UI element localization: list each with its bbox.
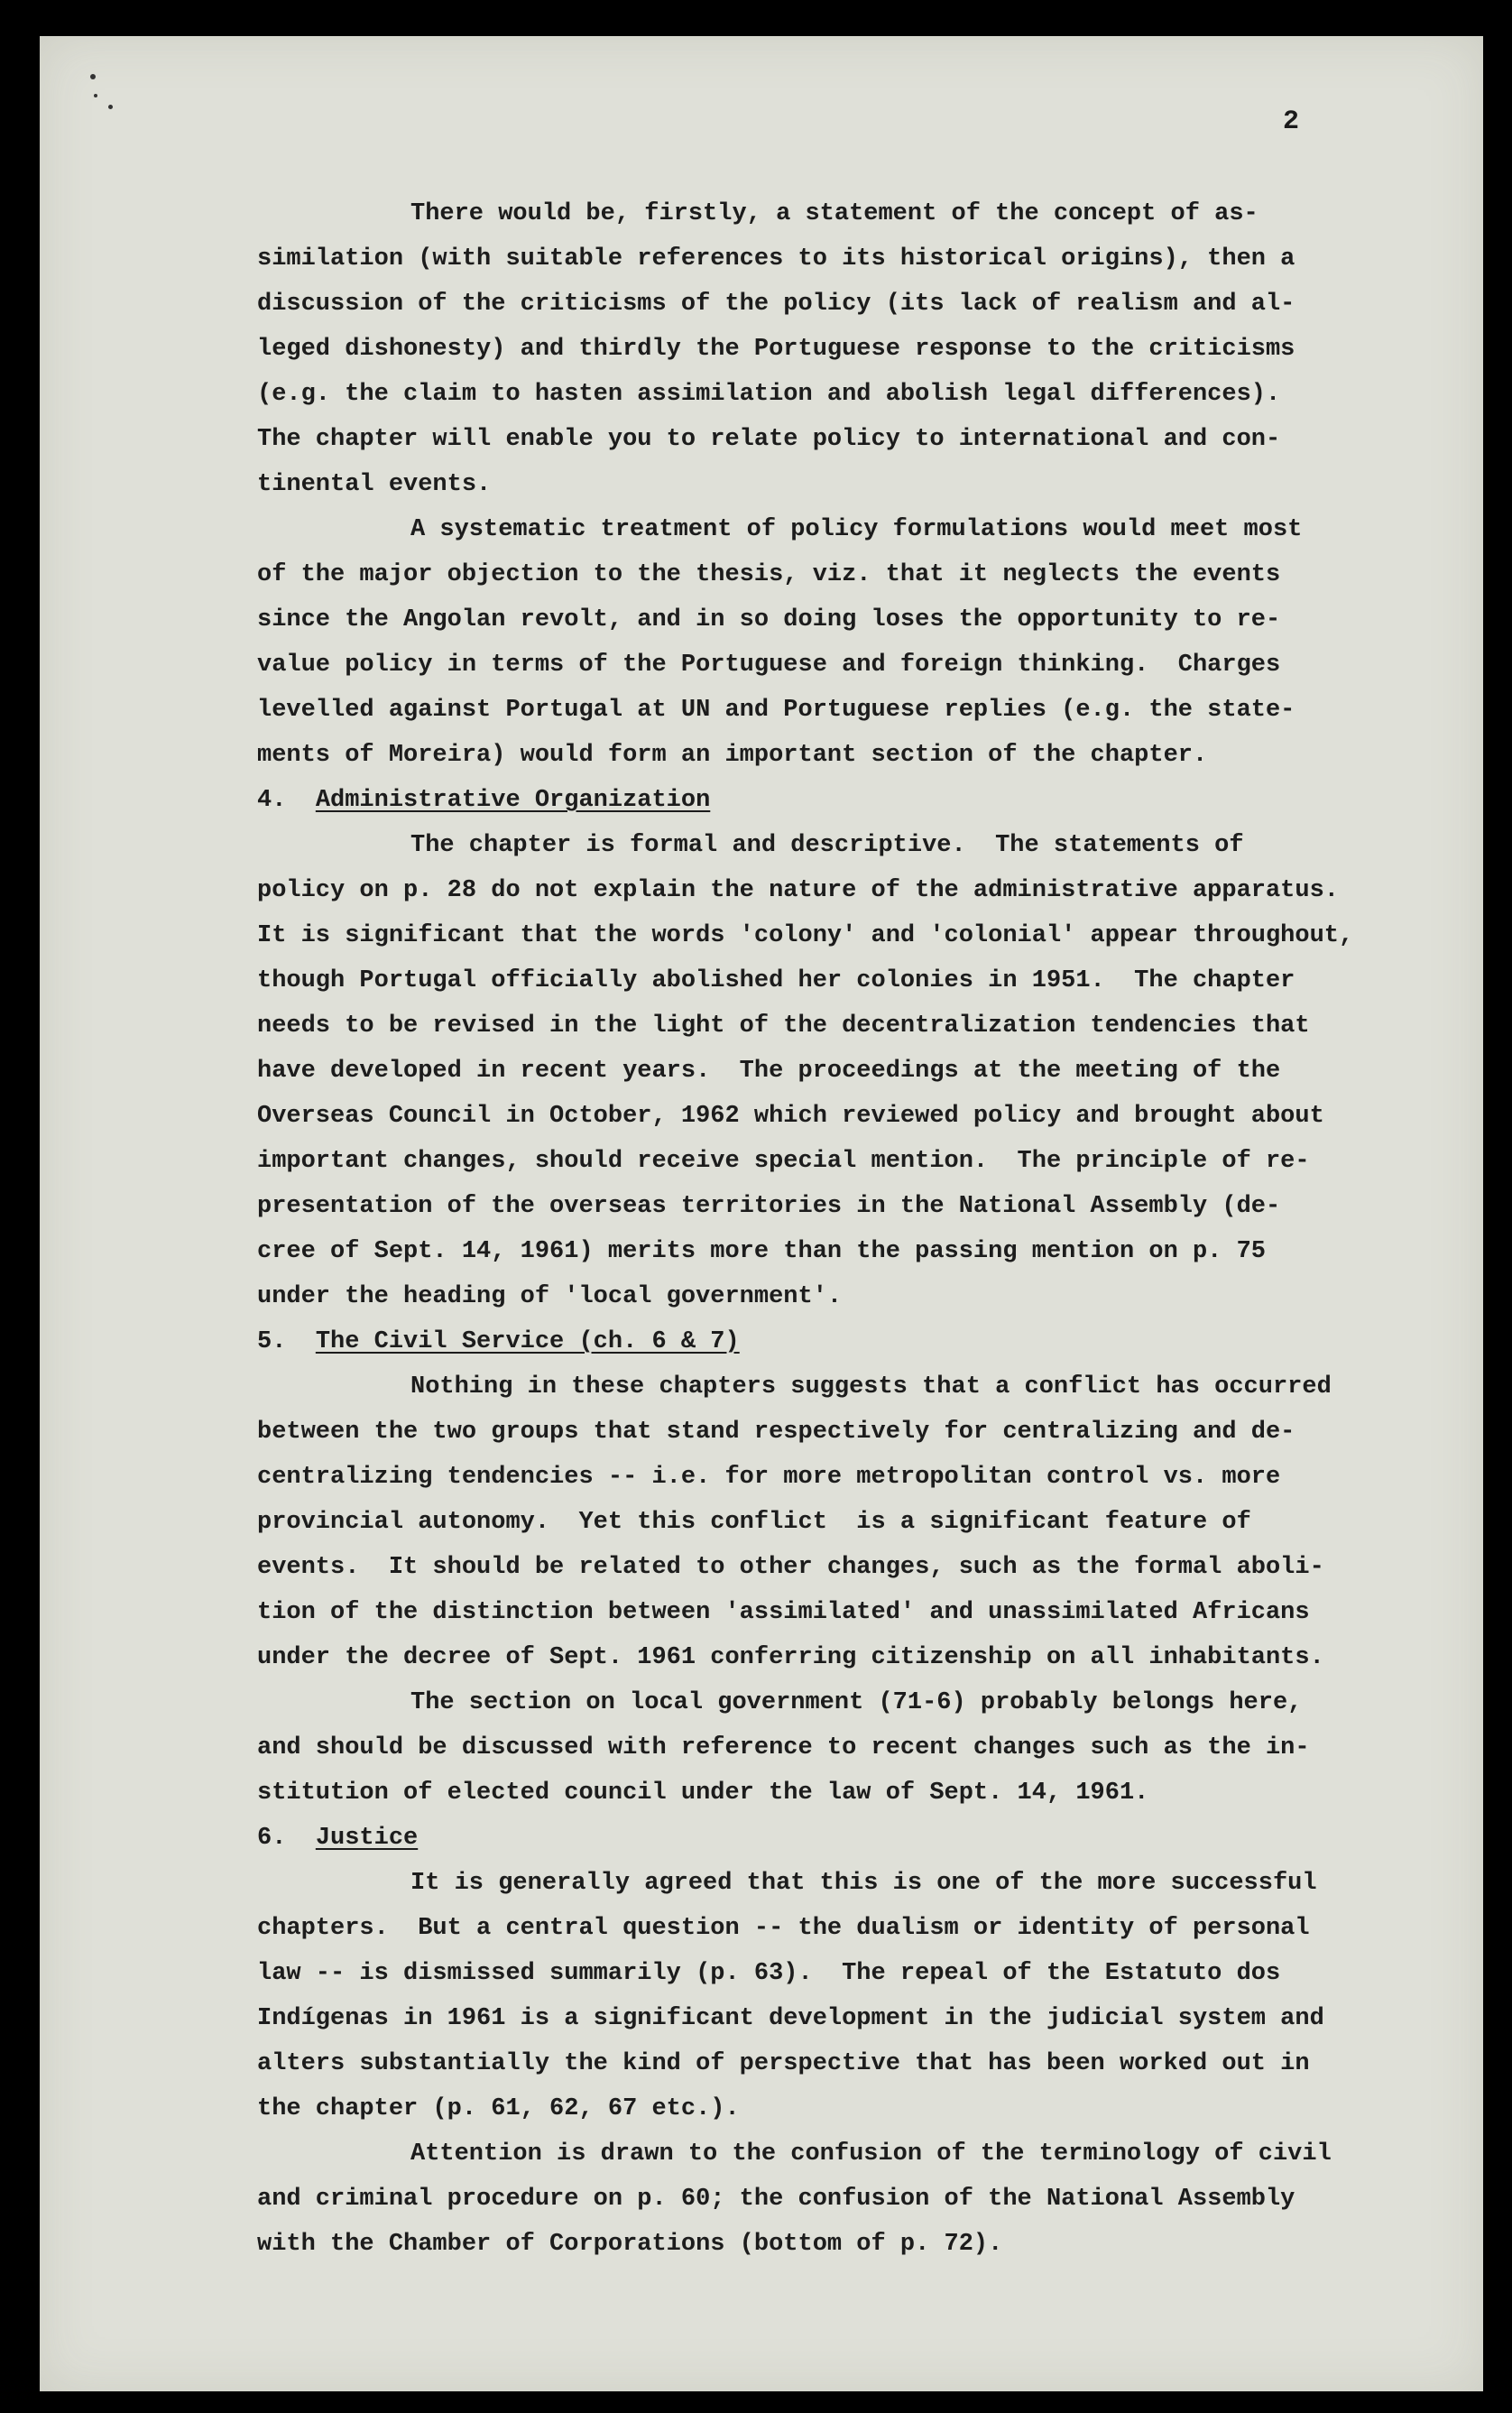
text-line: The chapter is formal and descriptive. The statements of [410,832,1244,859]
text-line: tion of the distinction between 'assimilated' and unassimilated Africans [257,1599,1310,1626]
text-line: provincial autonomy. Yet this conflict is a significant feature of [257,1509,1251,1536]
text-line: of the major objection to the thesis, viz. that it neglects the events [257,561,1281,588]
text-line: and should be discussed with reference to recent changes such as the in- [257,1734,1310,1761]
text-line: leged dishonesty) and thirdly the Portuguese response to the criticisms [257,336,1295,363]
text-line: policy on p. 28 do not explain the nature of the administrative apparatus. [257,877,1339,904]
text-line: Nothing in these chapters suggests that a conflict has occurred [410,1373,1332,1401]
text-line: cree of Sept. 14, 1961) merits more than the passing mention on p. 75 [257,1238,1266,1265]
section-number: 4. [257,787,287,814]
section-title: The Civil Service (ch. 6 & 7) [315,1328,740,1355]
section-heading [257,1319,1376,1364]
paragraph [257,1861,1376,2131]
section-title: Justice [315,1825,419,1852]
text-line: The section on local government (71-6) probably belongs here, [410,1689,1303,1716]
text-line: It is significant that the words 'colony' and 'colonial' appear throughout, [257,922,1354,949]
section-heading [257,1816,1376,1861]
text-line: ments of Moreira) would form an important section of the chapter. [257,742,1208,769]
text-line: between the two groups that stand respectively for centralizing and de- [257,1419,1295,1446]
ink-speck [108,105,113,109]
text-line: presentation of the overseas territories in the National Assembly (de- [257,1193,1281,1220]
text-line: with the Chamber of Corporations (bottom of p. 72). [257,2231,1003,2258]
section-number: 6. [257,1825,287,1852]
text-line: law -- is dismissed summarily (p. 63). The repeal of the Estatuto dos [257,1960,1281,1987]
text-line: centralizing tendencies -- i.e. for more metropolitan control vs. more [257,1464,1281,1491]
text-line: discussion of the criticisms of the policy (its lack of realism and al- [257,291,1295,318]
text-line: since the Angolan revolt, and in so doing loses the opportunity to re- [257,606,1281,633]
text-line: stitution of elected council under the law of Sept. 14, 1961. [257,1780,1149,1807]
ink-speck [94,94,97,97]
text-line: There would be, firstly, a statement of the concept of as- [410,200,1258,227]
ink-speck [90,74,96,79]
paragraph [257,507,1376,778]
paragraph [257,191,1376,507]
document-body [257,191,1376,2267]
section-title: Administrative Organization [315,787,711,814]
section-heading [257,778,1376,823]
paragraph [257,1364,1376,1680]
text-line: Overseas Council in October, 1962 which reviewed policy and brought about [257,1103,1324,1130]
text-line: important changes, should receive special mention. The principle of re- [257,1148,1310,1175]
paragraph [257,823,1376,1319]
text-line: Indígenas in 1961 is a significant development in the judicial system and [257,2005,1324,2032]
text-line: It is generally agreed that this is one of the more successful [410,1870,1317,1897]
text-line: levelled against Portugal at UN and Portuguese replies (e.g. the state- [257,697,1295,724]
text-line: the chapter (p. 61, 62, 67 etc.). [257,2095,740,2122]
text-line: have developed in recent years. The proceedings at the meeting of the [257,1058,1281,1085]
text-line: and criminal procedure on p. 60; the confusion of the National Assembly [257,2186,1295,2213]
page-number: 2 [1283,106,1300,137]
text-line: under the heading of 'local government'. [257,1283,843,1310]
text-line: A systematic treatment of policy formulations would meet most [410,516,1303,543]
section-number: 5. [257,1328,287,1355]
text-line: under the decree of Sept. 1961 conferring citizenship on all inhabitants. [257,1644,1324,1671]
paragraph [257,1680,1376,1816]
text-line: (e.g. the claim to hasten assimilation and abolish legal differences). [257,381,1281,408]
text-line: similation (with suitable references to its historical origins), then a [257,245,1295,273]
text-line: value policy in terms of the Portuguese and foreign thinking. Charges [257,652,1281,679]
text-line: The chapter will enable you to relate policy to international and con- [257,426,1281,453]
paragraph [257,2131,1376,2267]
text-line: chapters. But a central question -- the dualism or identity of personal [257,1915,1310,1942]
text-line: though Portugal officially abolished her colonies in 1951. The chapter [257,967,1295,994]
text-line: needs to be revised in the light of the decentralization tendencies that [257,1012,1310,1040]
text-line: alters substantially the kind of perspective that has been worked out in [257,2050,1310,2077]
text-line: Attention is drawn to the confusion of the terminology of civil [410,2140,1332,2168]
text-line: events. It should be related to other changes, such as the formal aboli- [257,1554,1324,1581]
text-line: tinental events. [257,471,492,498]
